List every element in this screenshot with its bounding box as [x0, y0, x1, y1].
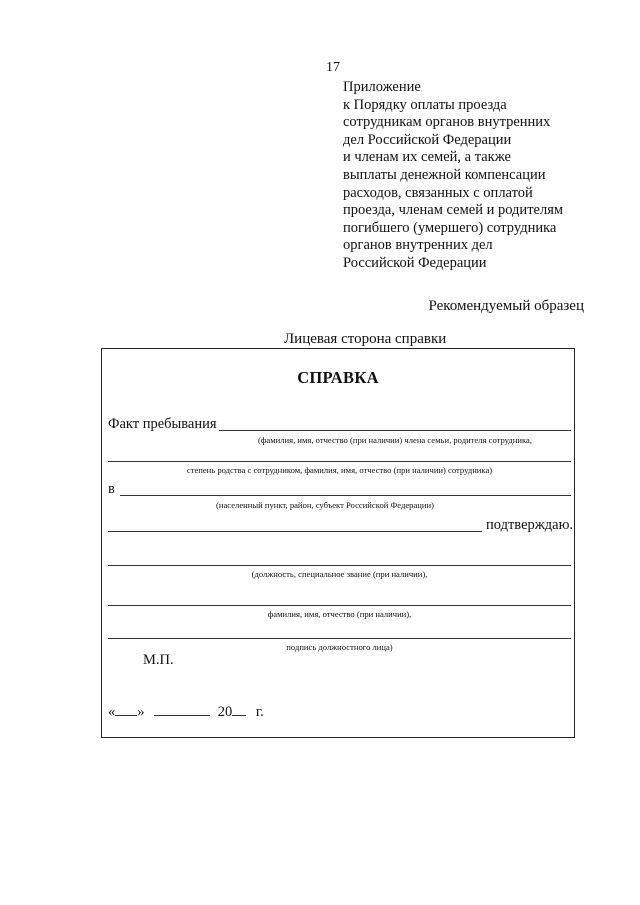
relation-field[interactable] [108, 461, 571, 462]
appendix-line: погибшего (умершего) сотрудника [343, 219, 557, 236]
side-label: Лицевая сторона справки [284, 331, 447, 347]
form-title: СПРАВКА [297, 368, 379, 387]
sample-label: Рекомендуемый образец [428, 298, 584, 314]
date-open-quote: « [108, 704, 116, 720]
appendix-line: дел Российской Федерации [343, 131, 512, 148]
date-row [108, 703, 264, 721]
appendix-line: сотрудникам органов внутренних [343, 114, 551, 131]
appendix-line: проезда, членам семей и родителям [343, 202, 564, 219]
page-number: 17 [326, 60, 340, 75]
appendix-line: Приложение [343, 79, 421, 95]
date-year-suffix: г. [255, 704, 264, 720]
date-year-field[interactable] [232, 703, 246, 716]
hint-place: (населенный пункт, район, субъект Российской Федерации) [216, 500, 434, 510]
family-member-name-field[interactable] [219, 430, 571, 431]
hint-position: (должность, специальное звание (при наличии), [251, 569, 428, 579]
date-year-prefix: 20 [217, 704, 233, 720]
hint-family-name: (фамилия, имя, отчество (при наличии) члена семьи, родителя сотрудника, [257, 435, 533, 445]
stamp-label: М.П. [143, 652, 174, 668]
appendix-line: выплаты денежной компенсации [343, 166, 546, 183]
stay-label: Факт пребывания [108, 416, 217, 432]
in-label: в [108, 481, 115, 497]
appendix-line: к Порядку оплаты проезда [343, 96, 507, 113]
confirm-label: подтверждаю. [486, 517, 574, 533]
date-close-quote: » [137, 704, 145, 720]
signature-field[interactable] [108, 638, 571, 639]
official-name-field[interactable] [108, 605, 571, 606]
appendix-line: и членам их семей, а также [343, 149, 511, 166]
confirm-field[interactable] [108, 531, 482, 532]
appendix-line: Российской Федерации [343, 254, 487, 271]
hint-relation: степень родства с сотрудником, фамилия, имя, отчество (при наличии) сотрудника) [186, 465, 493, 475]
appendix-line: органов внутренних дел [343, 237, 493, 254]
place-field[interactable] [120, 495, 571, 496]
hint-official-name: фамилия, имя, отчество (при наличии), [267, 609, 412, 619]
appendix-note [343, 79, 573, 273]
hint-signature: подпись должностного лица) [286, 642, 393, 652]
date-day-field[interactable] [115, 703, 137, 716]
certificate-form [101, 348, 575, 738]
date-month-field[interactable] [154, 703, 210, 716]
position-field[interactable] [108, 565, 571, 566]
appendix-line: расходов, связанных с оплатой [343, 184, 533, 201]
